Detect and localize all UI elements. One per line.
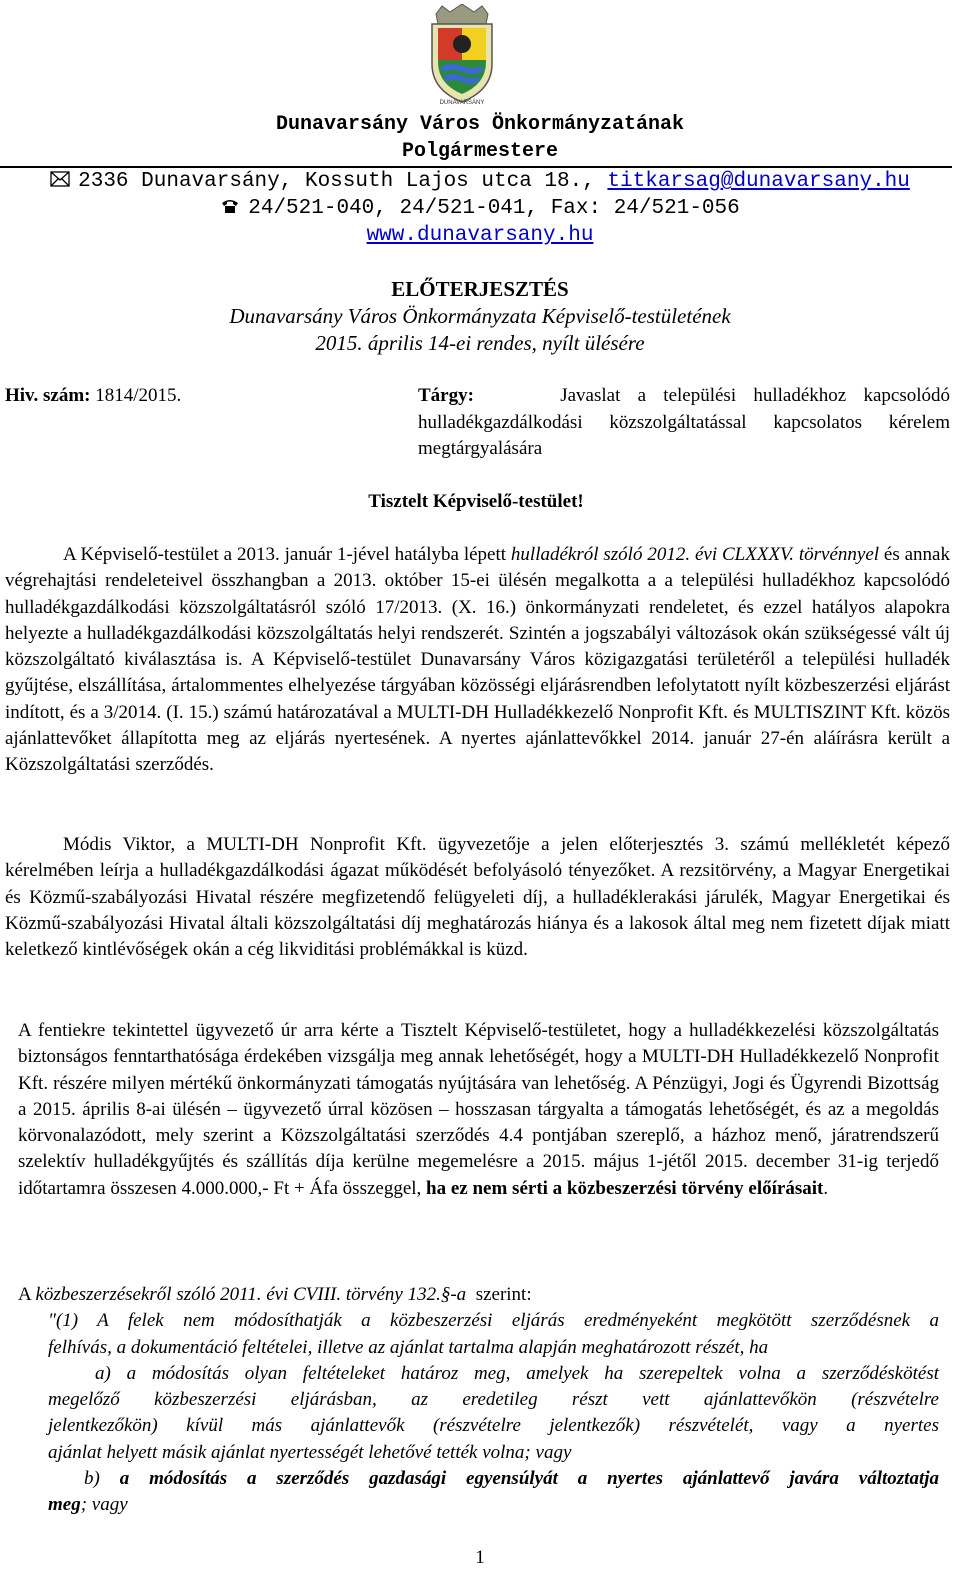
p4-law-reference: közbeszerzésekről szóló 2011. évi CVIII. törvény 132. bbox=[35, 1284, 441, 1305]
p4-intro bbox=[18, 1282, 939, 1308]
email-link[interactable]: titkarsag@dunavarsany.hu bbox=[607, 170, 910, 193]
document-title: ELŐTERJESZTÉS bbox=[391, 277, 569, 301]
quote-b-bold-end: meg bbox=[48, 1494, 81, 1516]
paragraph-3 bbox=[18, 1018, 939, 1202]
website-link[interactable]: www.dunavarsany.hu bbox=[366, 224, 594, 247]
p3-condition: ha ez nem sérti a közbeszerzési törvény előírásait bbox=[426, 1177, 824, 1199]
p4-section: §-a bbox=[440, 1284, 467, 1305]
salutation: Tisztelt Képviselő-testület! bbox=[368, 491, 584, 512]
address-line bbox=[0, 170, 960, 193]
p3-text-c: . bbox=[823, 1177, 829, 1199]
quote-b-line-2 bbox=[18, 1492, 939, 1518]
quote-line-1: "(1) A felek nem módosíthatják a közbeszerzési eljárás eredményeként megkötött szerződésnek a bbox=[48, 1310, 939, 1332]
quote-b-marker: b) bbox=[84, 1468, 120, 1490]
address-text: 2336 Dunavarsány, Kossuth Lajos utca 18., bbox=[78, 170, 595, 193]
quote-b-bold-text: a módosítás a szerződés gazdasági egyensúlyát a nyertes ajánlattevő javára változtatja bbox=[119, 1468, 940, 1490]
p1-text-a: A Képviselő-testület a 2013. január 1-jével hatályba lépett bbox=[63, 544, 511, 565]
quote-a-line-2: megelőző közbeszerzési eljárásban, az eredetileg részt vett ajánlattevőkön (részvételre bbox=[48, 1389, 939, 1411]
quote-a-line-1: a) a módosítás olyan feltételeket határoz meg, amelyek ha szerepeltek volna a szerződéskötést bbox=[95, 1362, 939, 1384]
coat-of-arms-logo bbox=[424, 4, 500, 108]
subject-text: Javaslat a települési hulladékhoz kapcsolódó hulladékgazdálkodási közszolgáltatással kapcsolatos kérelem megtárgyalására bbox=[418, 385, 950, 459]
subject-block bbox=[418, 383, 950, 463]
paragraph-1 bbox=[5, 542, 950, 779]
p1-law-reference: hulladékról szóló 2012. évi CLXXXV. törvénnyel bbox=[510, 544, 880, 565]
p4-intro-d: szerint: bbox=[466, 1284, 532, 1305]
website-line bbox=[0, 224, 960, 247]
telephone-icon bbox=[220, 198, 240, 214]
document-subtitle: Dunavarsány Város Önkormányzata Képviselő-testületének bbox=[229, 304, 731, 328]
p3-text-a: A fentiekre tekintettel ügyvezető úr arra kérte a Tisztelt Képviselő-testületet, hogy a hulladékkezelési közszolgáltatás biztonságos fenntarthatósága érdekében vizsgálja meg annak lehetőségét, hogy a MULTI-DH Hulladékkezelő Nonprofit Kft. részére milyen mértékű önkormányzati támogatás nyújtására van lehetőség. A Pénzügyi, Jogi és Ügyrendi Bizottság a 2015. április 8-ai ülésén – ügyvezető úrral közösen – hosszasan tárgyalta a támogatás lehetőségét, és az a megoldás körvonalazódott, mely szerint a Közszolgáltatási szerződés 4.4 pontjában szereplő, a házhoz menő, járatrendszerű szelektív hulladékgyűjtés és szállítás díja kerülne megemelésre a 2015. május 1-jétől 2015. december 31-ig terjedő időtartamra összesen 4.000.000,- Ft + Áfa összeggel, bbox=[18, 1020, 939, 1199]
header-divider bbox=[0, 166, 952, 168]
meeting-date: 2015. április 14-ei rendes, nyílt ülésére bbox=[315, 331, 645, 355]
quote-a-line-4: ajánlat helyett másik ajánlat nyertességét lehetővé tették volna; vagy bbox=[48, 1441, 572, 1463]
reference-value: 1814/2015. bbox=[90, 385, 182, 406]
crest-ribbon-text: DUNAVARSÁNY bbox=[439, 100, 485, 106]
page-number: 1 bbox=[475, 1547, 485, 1568]
reference-label: Hiv. szám: bbox=[5, 385, 91, 406]
p4-intro-a: A bbox=[18, 1284, 36, 1305]
quote-line-2: felhívás, a dokumentáció feltételei, illetve az ajánlat tartalma alapján meghatározott részét, ha bbox=[48, 1336, 769, 1358]
org-title: Polgármestere bbox=[401, 140, 559, 163]
phone-text: 24/521-040, 24/521-041, Fax: 24/521-056 bbox=[248, 197, 740, 220]
envelope-icon bbox=[50, 171, 70, 187]
org-name: Dunavarsány Város Önkormányzatának bbox=[275, 113, 685, 136]
reference-number bbox=[5, 385, 181, 407]
p1-text-c: és annak végrehajtási rendeleteivel összhangban a 2013. október 15-ei ülésén megalkotta a a települési hulladékhoz kapcsolódó hulladékgazdálkodási közszolgáltatásról szóló 17/2013. (X. 16.) önkormányzati rendeletet, és ezzel hatályos alapokra helyezte a hulladékgazdálkodási közszolgáltatás helyi rendszerét. Szintén a jogszabályi változások okán szükségessé vált új közszolgáltató kiválasztása is. A Képviselő-testület Dunavarsány Város közigazgatási területéről a települési hulladék gyűjtése, elszállítása, ártalommentes elhelyezése tárgyában közösségi eljárásrendben lefolytatott nyílt közbeszerzési eljárást indított, és a 3/2014. (I. 15.) számú határozatával a MULTI-DH Hulladékkezelő Nonprofit Kft. és MULTISZINT Kft. közös ajánlattevőket állapította meg az eljárás nyertesének. A nyertes ajánlattevőkkel 2014. január 27-én aláírásra került a Közszolgáltatási szerződés. bbox=[5, 544, 950, 776]
quote-a-line-3: jelentkezőkön) kívül más ajánlattevők (részvételre jelentkezők) részvételét, vagy a nyertes bbox=[48, 1415, 939, 1437]
quote-b-line-1 bbox=[18, 1466, 939, 1492]
quote-b-tail: ; vagy bbox=[80, 1494, 128, 1516]
phone-line bbox=[0, 197, 960, 220]
paragraph-2: Módis Viktor, a MULTI-DH Nonprofit Kft. ügyvezetője a jelen előterjesztés 3. számú mellékletét képező kérelmében leírja a hulladékgazdálkodási ágazat működését befolyásoló tényezőket. A rezsitörvény, a Magyar Energetikai és Közmű-szabályozási Hivatal részére megfizetendő felügyeleti díj, a hulladéklerakási járulék, Magyar Energetikai és Közmű-szabályozási Hivatal általi közszolgáltatási díj meghatározás hiánya és a lakosok által meg nem fizetett díjak miatt keletkező kintlévőségek okán a cég likviditási problémákkal is küzd. bbox=[5, 834, 950, 961]
paragraph-4 bbox=[18, 1282, 939, 1519]
subject-label: Tárgy: bbox=[418, 385, 474, 406]
